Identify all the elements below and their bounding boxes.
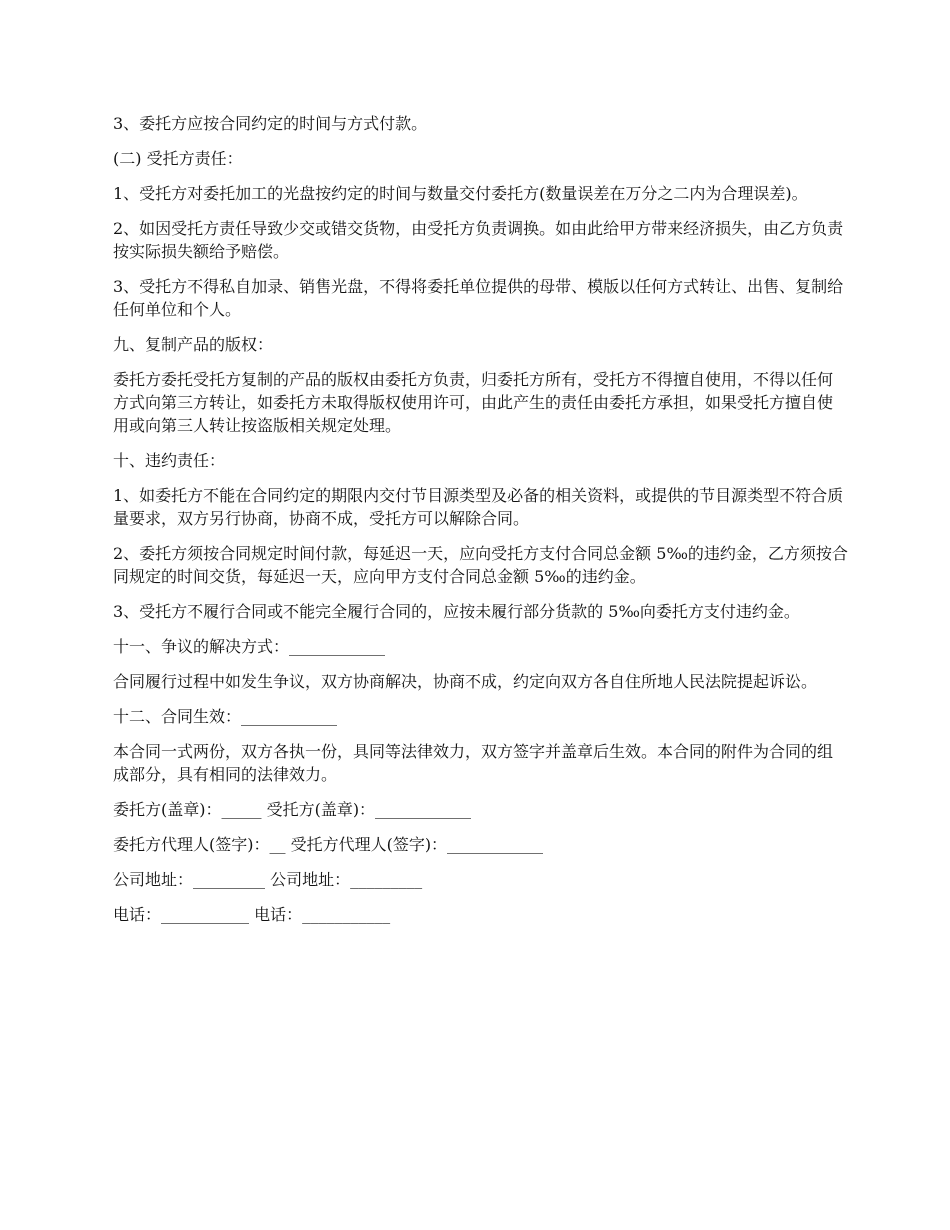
paragraph-contract-effect: 本合同一式两份，双方各执一份，具同等法律效力，双方签字并盖章后生效。本合同的附件为合同的组成部分，具有相同的法律效力。 xyxy=(113,742,834,784)
signature-agent-line: 委托方代理人(签字)：__ 受托方代理人(签字)：____________ xyxy=(113,835,544,854)
paragraph-exchange-term: 2、如因受托方责任导致少交或错交货物，由受托方负责调换。如由此给甲方带来经济损失，由乙方负责按实际损失额给予赔偿。 xyxy=(113,219,844,261)
paragraph-dispute-details: 合同履行过程中如发生争议，双方协商解决，协商不成，约定向双方各自住所地人民法院提起诉讼。 xyxy=(113,672,818,691)
paragraph-delivery-term: 1、受托方对委托加工的光盘按约定的时间与数量交付委托方(数量误差在万分之二内为合理误差)。 xyxy=(113,184,808,203)
heading-dispute-resolution: 十一、争议的解决方式：____________ xyxy=(113,637,386,656)
paragraph-breach-2: 2、委托方须按合同规定时间付款，每延迟一天，应向受托方支付合同总金额 5‰的违约金，乙方须按合同规定的时间交货，每延迟一天，应向甲方支付合同总金额 5‰的违约金。 xyxy=(113,544,848,586)
heading-trustee-responsibility: (二) 受托方责任： xyxy=(113,149,243,168)
signature-seal-line: 委托方(盖章)：_____ 受托方(盖章)：____________ xyxy=(113,800,472,819)
company-address-line: 公司地址：_________ 公司地址：_________ xyxy=(113,870,423,889)
heading-copyright: 九、复制产品的版权： xyxy=(113,335,274,354)
heading-contract-effect: 十二、合同生效：____________ xyxy=(113,707,338,726)
document-body xyxy=(113,112,848,938)
paragraph-no-unauthorized-copies: 3、受托方不得私自加录、销售光盘，不得将委托单位提供的母带、模版以任何方式转让、出售、复制给任何单位和个人。 xyxy=(113,277,844,319)
paragraph-payment-term: 3、委托方应按合同约定的时间与方式付款。 xyxy=(113,114,428,133)
paragraph-breach-3: 3、受托方不履行合同或不能完全履行合同的，应按未履行部分货款的 5‰向委托方支付违约金。 xyxy=(113,602,800,621)
paragraph-copyright-details: 委托方委托受托方复制的产品的版权由委托方负责，归委托方所有，受托方不得擅自使用，不得以任何方式向第三方转让，如委托方未取得版权使用许可，由此产生的责任由委托方承担，如果受托方擅自使用或向第三人转让按盗版相关规定处理。 xyxy=(113,370,834,435)
heading-breach-liability: 十、违约责任： xyxy=(113,451,226,470)
phone-line: 电话：___________ 电话：___________ xyxy=(113,905,391,924)
paragraph-breach-1: 1、如委托方不能在合同约定的期限内交付节目源类型及必备的相关资料，或提供的节目源类型不符合质量要求，双方另行协商，协商不成，受托方可以解除合同。 xyxy=(113,486,844,528)
